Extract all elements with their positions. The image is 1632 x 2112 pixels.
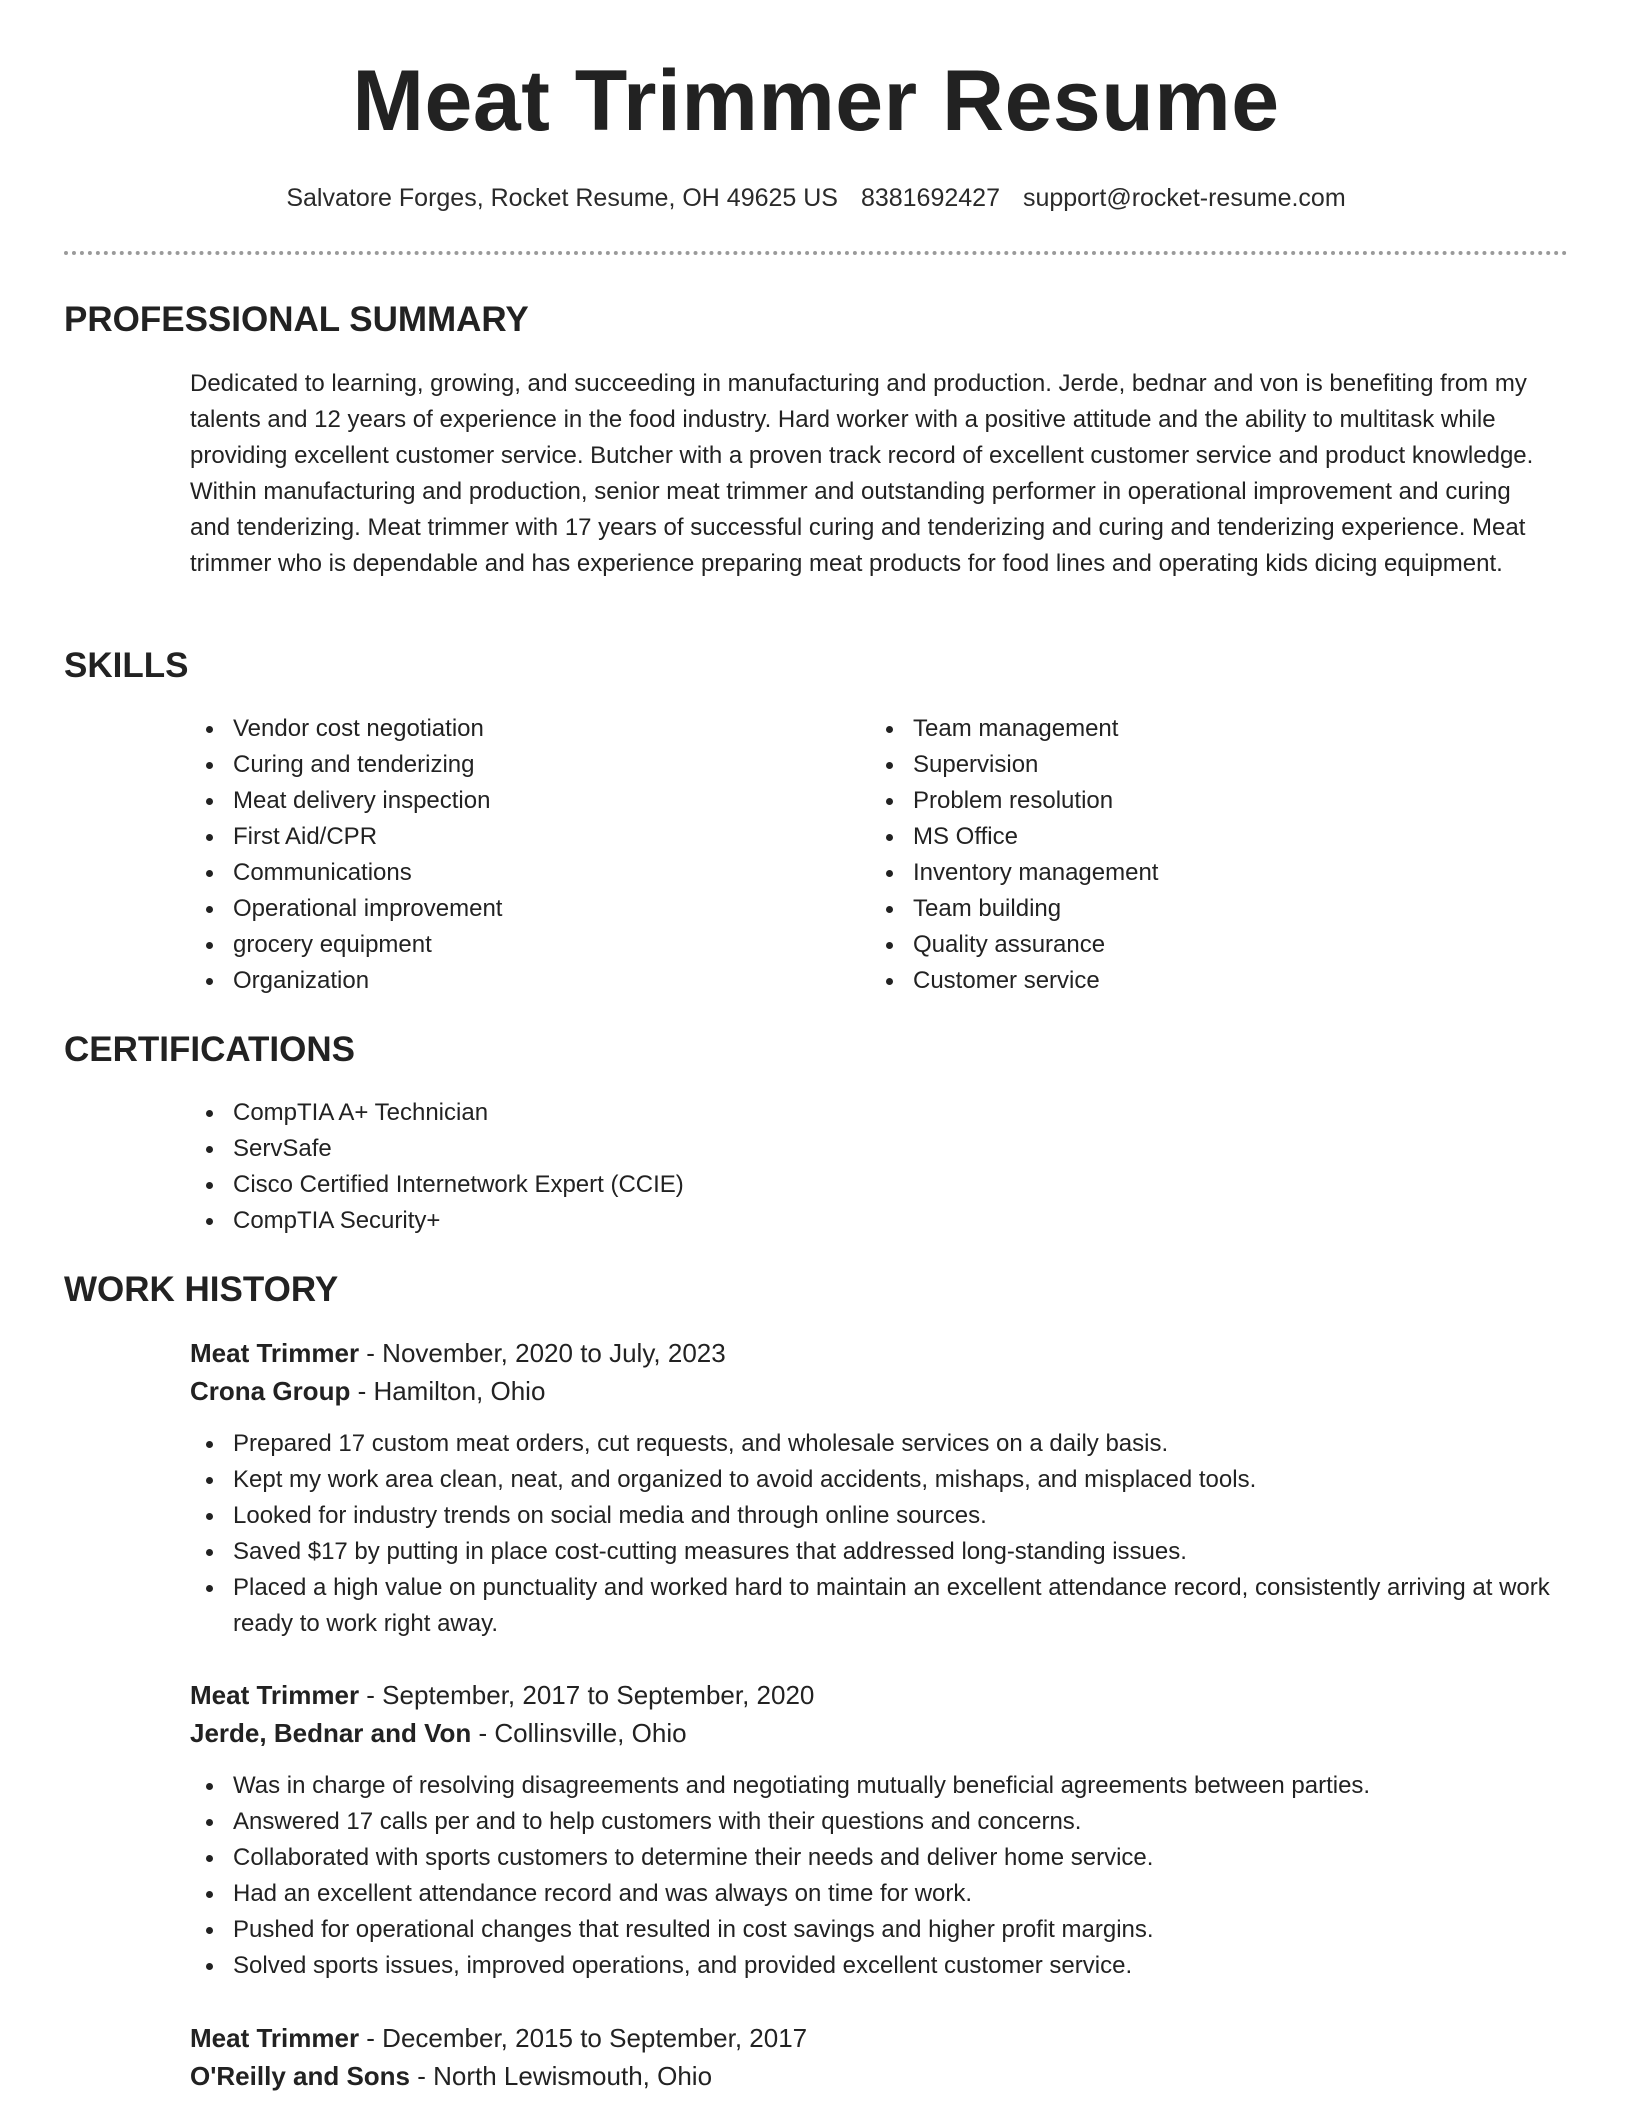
job-entry — [190, 1334, 1550, 1642]
bullet-icon — [886, 726, 893, 733]
bullet-icon — [206, 1146, 213, 1153]
skill-item: Quality assurance — [870, 927, 1510, 963]
bullet-icon — [206, 906, 213, 913]
job-bullet: Was in charge of resolving disagreements and negotiating mutually beneficial agreements between parties. — [190, 1768, 1550, 1804]
job-bullet: Looked for industry trends on social media and through online sources. — [190, 1498, 1550, 1534]
job-location: - Collinsville, Ohio — [471, 1718, 687, 1748]
skill-item: Team building — [870, 891, 1510, 927]
bullet-icon — [206, 834, 213, 841]
bullet-icon — [206, 1927, 213, 1934]
bullet-icon — [206, 1218, 213, 1225]
section-title-skills: SKILLS — [64, 646, 189, 685]
bullet-icon — [886, 978, 893, 985]
bullet-icon — [886, 942, 893, 949]
job-title-line — [190, 1676, 1550, 1714]
certification-item: CompTIA Security+ — [190, 1203, 1490, 1239]
contact-line — [0, 184, 1632, 213]
skill-item: Team management — [870, 711, 1510, 747]
job-dates: - September, 2017 to September, 2020 — [359, 1680, 815, 1710]
skill-item: Problem resolution — [870, 783, 1510, 819]
bullet-icon — [206, 798, 213, 805]
job-location: - Hamilton, Ohio — [350, 1376, 546, 1406]
contact-phone: 8381692427 — [860, 184, 1000, 212]
bullet-icon — [206, 1182, 213, 1189]
bullet-icon — [206, 1783, 213, 1790]
bullet-icon — [206, 1855, 213, 1862]
bullet-icon — [206, 762, 213, 769]
skill-item: Curing and tenderizing — [190, 747, 830, 783]
bullet-icon — [206, 1819, 213, 1826]
job-title: Meat Trimmer — [190, 1338, 360, 1368]
bullet-icon — [206, 978, 213, 985]
bullet-icon — [206, 1963, 213, 1970]
bullet-icon — [206, 726, 213, 733]
bullet-icon — [206, 1513, 213, 1520]
bullet-icon — [886, 834, 893, 841]
skill-item: grocery equipment — [190, 927, 830, 963]
job-title: Meat Trimmer — [190, 2023, 360, 2053]
bullet-icon — [206, 1110, 213, 1117]
section-title-work-history: WORK HISTORY — [64, 1270, 339, 1309]
job-bullet: Placed a high value on punctuality and worked hard to maintain an excellent attendance record, consistently arriving at work ready to work right away. — [190, 1570, 1550, 1642]
certifications-list — [190, 1095, 1490, 1239]
section-title-certifications: CERTIFICATIONS — [64, 1030, 356, 1069]
skill-item: Meat delivery inspection — [190, 783, 830, 819]
job-dates: - December, 2015 to September, 2017 — [359, 2023, 808, 2053]
contact-address: Salvatore Forges, Rocket Resume, OH 49625 US — [286, 184, 838, 212]
bullet-icon — [206, 1477, 213, 1484]
job-company-line — [190, 2057, 1550, 2095]
job-entry — [190, 1676, 1550, 1984]
job-bullet: Answered 17 calls per and to help customers with their questions and concerns. — [190, 1804, 1550, 1840]
certification-item: ServSafe — [190, 1131, 1490, 1167]
section-title-summary: PROFESSIONAL SUMMARY — [64, 300, 529, 339]
skill-item: Operational improvement — [190, 891, 830, 927]
bullet-icon — [206, 942, 213, 949]
job-bullets — [190, 1768, 1550, 1984]
certification-item: Cisco Certified Internetwork Expert (CCIE) — [190, 1167, 1490, 1203]
bullet-icon — [206, 1441, 213, 1448]
bullet-icon — [206, 1585, 213, 1592]
job-bullet: Kept my work area clean, neat, and organized to avoid accidents, mishaps, and misplaced tools. — [190, 1462, 1550, 1498]
job-title-line — [190, 2019, 1550, 2057]
bullet-icon — [886, 906, 893, 913]
job-dates: - November, 2020 to July, 2023 — [359, 1338, 726, 1368]
skill-item: Vendor cost negotiation — [190, 711, 830, 747]
resume-title: Meat Trimmer Resume — [352, 53, 1280, 149]
bullet-icon — [886, 762, 893, 769]
bullet-icon — [886, 870, 893, 877]
job-entry — [190, 2019, 1550, 2095]
skill-item: Supervision — [870, 747, 1510, 783]
job-title-line — [190, 1334, 1550, 1372]
job-company: O'Reilly and Sons — [190, 2061, 411, 2091]
job-bullet: Collaborated with sports customers to determine their needs and deliver home service. — [190, 1840, 1550, 1876]
job-bullet: Saved $17 by putting in place cost-cutting measures that addressed long-standing issues. — [190, 1534, 1550, 1570]
skill-item: Customer service — [870, 963, 1510, 999]
skill-item: First Aid/CPR — [190, 819, 830, 855]
job-bullet: Pushed for operational changes that resulted in cost savings and higher profit margins. — [190, 1912, 1550, 1948]
job-bullet: Solved sports issues, improved operations, and provided excellent customer service. — [190, 1948, 1550, 1984]
summary-text: Dedicated to learning, growing, and succeeding in manufacturing and production. Jerde, bednar and von is benefiting from my talents and 12 years of experience in the food industry. Hard worker with a positive attitude and the ability to multitask while providing excellent customer service. Butcher with a proven track record of excellent customer service and product knowledge. Within manufacturing and production, senior meat trimmer and outstanding performer in operational improvement and curing and tenderizing. Meat trimmer with 17 years of successful curing and tenderizing and curing and tenderizing experience. Meat trimmer who is dependable and has experience preparing meat products for food lines and operating kids dicing equipment. — [190, 370, 1534, 577]
job-bullets — [190, 1426, 1550, 1642]
bullet-icon — [206, 1549, 213, 1556]
job-company-line — [190, 1714, 1550, 1752]
certification-item: CompTIA A+ Technician — [190, 1095, 1490, 1131]
job-bullet: Had an excellent attendance record and was always on time for work. — [190, 1876, 1550, 1912]
header-divider — [64, 251, 1568, 255]
job-bullet: Prepared 17 custom meat orders, cut requests, and wholesale services on a daily basis. — [190, 1426, 1550, 1462]
bullet-icon — [886, 798, 893, 805]
contact-email: support@rocket-resume.com — [1022, 184, 1346, 212]
skill-item: Inventory management — [870, 855, 1510, 891]
skill-item: Communications — [190, 855, 830, 891]
job-company: Jerde, Bednar and Von — [190, 1718, 472, 1748]
job-title: Meat Trimmer — [190, 1680, 360, 1710]
skill-item: MS Office — [870, 819, 1510, 855]
skills-list-right — [870, 711, 1510, 999]
job-company-line — [190, 1372, 1550, 1410]
bullet-icon — [206, 870, 213, 877]
job-location: - North Lewismouth, Ohio — [410, 2061, 713, 2091]
skill-item: Organization — [190, 963, 830, 999]
skills-list-left — [190, 711, 830, 999]
bullet-icon — [206, 1891, 213, 1898]
job-company: Crona Group — [190, 1376, 351, 1406]
